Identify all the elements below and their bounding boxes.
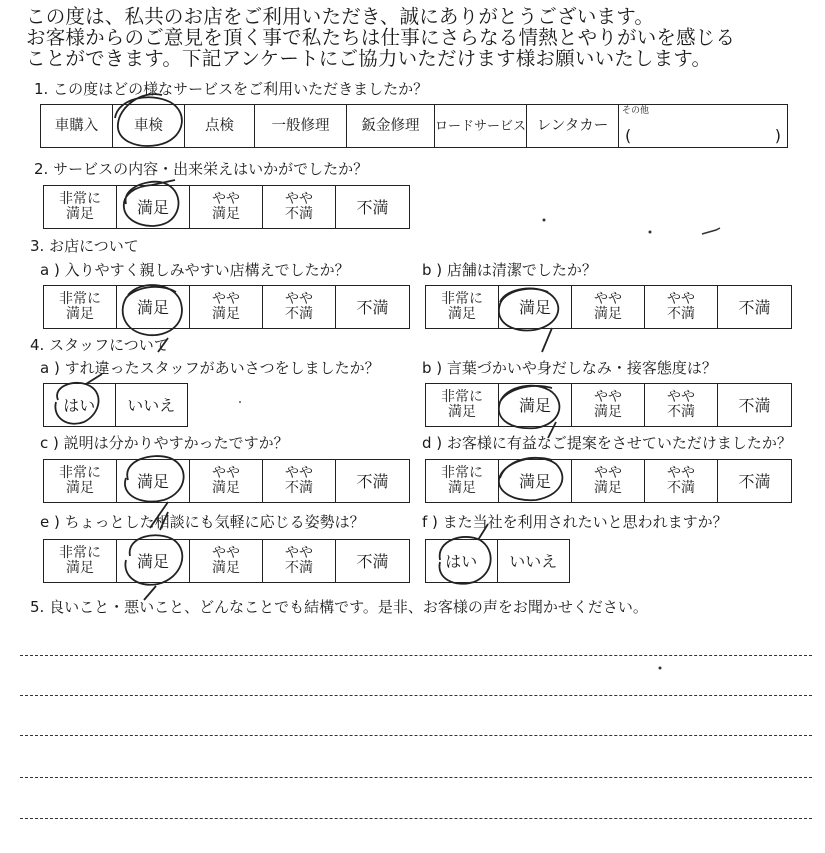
rating-option[interactable]: 非常に 満足 [44, 460, 117, 502]
paren-close: ) [774, 126, 781, 145]
q1-option[interactable]: ロードサービス [435, 105, 527, 147]
rating-option[interactable]: やや 満足 [190, 186, 263, 228]
rating-option[interactable]: やや 不満 [645, 286, 718, 328]
comment-line[interactable] [20, 777, 812, 778]
q2-rating-options [43, 185, 410, 229]
rating-option[interactable]: やや 不満 [263, 540, 336, 582]
rating-option[interactable]: やや 満足 [190, 286, 263, 328]
rating-option[interactable]: やや 満足 [572, 460, 645, 502]
rating-option[interactable]: 不満 [738, 395, 771, 415]
paren-open: ( [625, 126, 632, 145]
comment-line[interactable] [20, 818, 812, 819]
rating-option[interactable]: 満足 [117, 286, 190, 328]
rating-option[interactable]: 不満 [356, 197, 389, 217]
q4d-rating-options [425, 459, 792, 503]
intro-line: この度は、私共のお店をご利用いただき、誠にありがとうございます。 [26, 5, 655, 28]
rating-option[interactable]: 満足 [117, 460, 190, 502]
speck [543, 219, 546, 222]
rating-option[interactable]: 不満 [356, 551, 389, 571]
q4b-label: b ) 言葉づかいや身だしなみ・接客態度は？ [422, 359, 717, 377]
speck [649, 231, 652, 234]
intro-line: お客様からのご意見を頂く事で私たちは仕事にさらなる情熱とやりがいを感じる [26, 26, 736, 49]
rating-option[interactable]: やや 満足 [572, 286, 645, 328]
q3a-rating-options [43, 285, 410, 329]
rating-option[interactable]: 不満 [356, 297, 389, 317]
rating-option[interactable]: 非常に 満足 [44, 286, 117, 328]
q1-other-field[interactable] [619, 105, 787, 147]
comment-line[interactable] [20, 735, 812, 736]
q5-label: 5. 良いこと・悪いこと、どんなことでも結構です。是非、お客様の声をお聞かせください。 [30, 598, 648, 616]
q4e-label: e ) ちょっとした相談にも気軽に応じる姿勢は？ [40, 513, 365, 531]
q4a-yes-no-options [43, 383, 188, 427]
q1-option[interactable]: 一般修理 [255, 105, 347, 147]
rating-option[interactable]: 不満 [356, 471, 389, 491]
rating-option[interactable]: 非常に 満足 [44, 540, 117, 582]
q3b-label: b ) 店舗は清潔でしたか？ [422, 261, 597, 279]
q3a-label: a ) 入りやすく親しみやすい店構えでしたか？ [40, 261, 350, 279]
rating-option[interactable]: 満足 [499, 286, 572, 328]
q4c-label: c ) 説明は分かりやすかったですか？ [40, 434, 289, 452]
rating-option[interactable]: やや 不満 [263, 460, 336, 502]
rating-option[interactable]: やや 満足 [190, 540, 263, 582]
q4b-rating-options [425, 383, 792, 427]
q4a-label: a ) すれ違ったスタッフがあいさつをしましたか？ [40, 359, 380, 377]
answer-option[interactable]: はい [426, 540, 498, 582]
rating-option[interactable]: 満足 [117, 540, 190, 582]
q4e-rating-options [43, 539, 410, 583]
rating-option[interactable]: やや 不満 [645, 460, 718, 502]
q2-label: 2. サービスの内容・出来栄えはいかがでしたか？ [34, 160, 369, 178]
q1-option[interactable]: 鈑金修理 [347, 105, 435, 147]
q4f-yes-no-options [425, 539, 570, 583]
rating-option[interactable]: やや 満足 [190, 460, 263, 502]
comment-line[interactable] [20, 655, 812, 656]
q1-option[interactable]: 車購入 [41, 105, 113, 147]
rating-option[interactable]: 非常に 満足 [426, 460, 499, 502]
q4d-label: d ) お客様に有益なご提案をさせていただけましたか？ [422, 434, 792, 452]
comment-line[interactable] [20, 695, 812, 696]
q3-label: 3. お店について [30, 237, 139, 255]
q1-option[interactable]: レンタカー [527, 105, 619, 147]
rating-option[interactable]: 非常に 満足 [426, 384, 499, 426]
speck [239, 401, 241, 403]
q1-option[interactable]: 点検 [185, 105, 255, 147]
q1-option[interactable]: 車検 [113, 105, 185, 147]
answer-option[interactable]: いいえ [127, 395, 176, 415]
q1-service-options [40, 104, 788, 148]
q4c-rating-options [43, 459, 410, 503]
q1-label: 1. この度はどの様なサービスをご利用いただきましたか？ [34, 80, 429, 98]
rating-option[interactable]: 非常に 満足 [44, 186, 117, 228]
rating-option[interactable]: やや 不満 [263, 186, 336, 228]
intro-text [26, 6, 735, 69]
rating-option[interactable]: 不満 [738, 297, 771, 317]
rating-option[interactable]: やや 満足 [572, 384, 645, 426]
rating-option[interactable]: 不満 [738, 471, 771, 491]
intro-line: ことができます。下記アンケートにご協力いただけます様お願いいたします。 [26, 47, 712, 70]
rating-option[interactable]: 満足 [117, 186, 190, 228]
answer-option[interactable]: はい [44, 384, 116, 426]
rating-option[interactable]: やや 不満 [263, 286, 336, 328]
speck [659, 667, 662, 670]
q1-other-label: その他 [622, 106, 650, 116]
rating-option[interactable]: 満足 [499, 460, 572, 502]
q3b-rating-options [425, 285, 792, 329]
answer-option[interactable]: いいえ [509, 551, 558, 571]
speck [702, 228, 720, 234]
q4-label: 4. スタッフについて [30, 336, 169, 354]
rating-option[interactable]: 非常に 満足 [426, 286, 499, 328]
rating-option[interactable]: 満足 [499, 384, 572, 426]
rating-option[interactable]: やや 不満 [645, 384, 718, 426]
q4f-label: f ) また当社を利用されたいと思われますか？ [422, 513, 728, 531]
